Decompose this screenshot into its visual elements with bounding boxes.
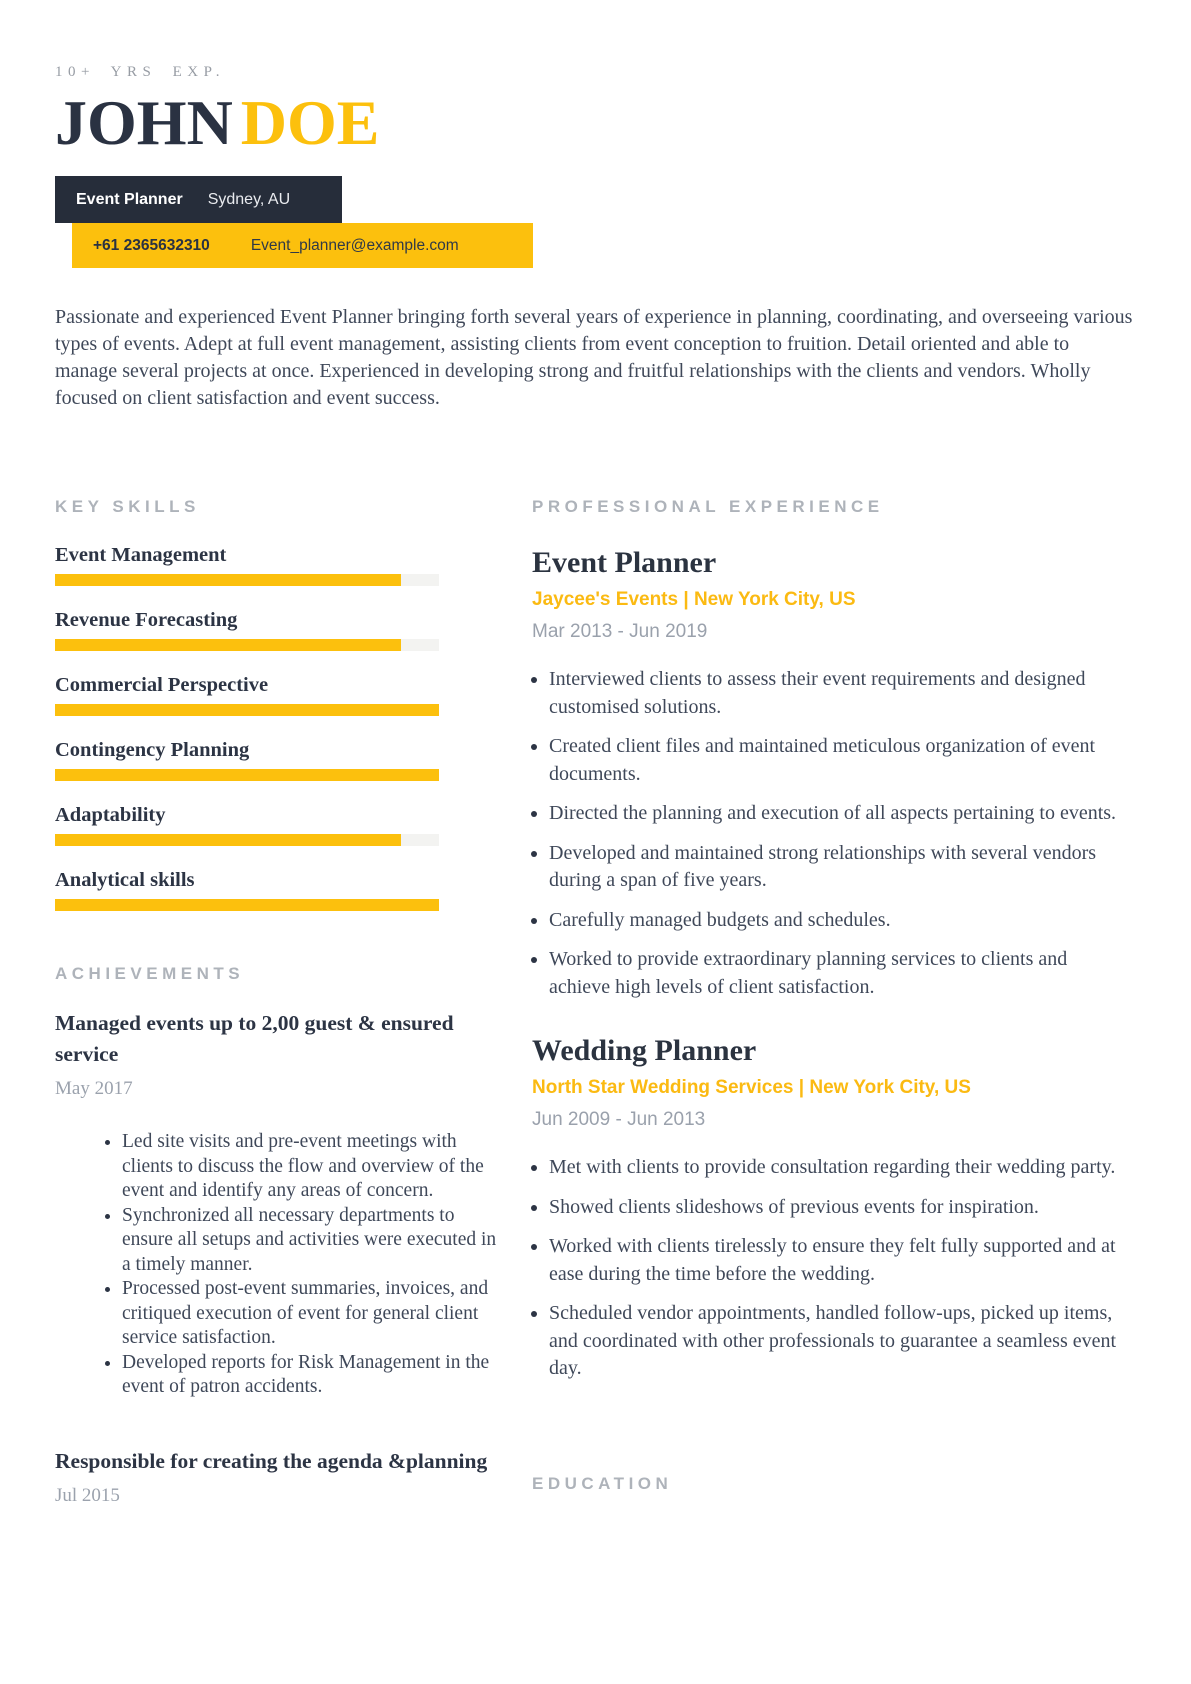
skill-bar-track xyxy=(55,769,439,781)
bullet-item: • Met with clients to provide consultation regarding their wedding party. xyxy=(549,1154,1132,1182)
skill-name: Contingency Planning xyxy=(55,739,250,762)
education-heading: EDUCATION xyxy=(532,1473,673,1493)
job-entry-title: Event Planner xyxy=(532,546,717,580)
key-skills-heading: KEY SKILLS xyxy=(55,497,200,517)
skill-name: Revenue Forecasting xyxy=(55,609,238,632)
first-name: JOHN xyxy=(55,87,233,158)
skill-bar-track xyxy=(55,899,439,911)
job-bullet-list xyxy=(532,1154,1132,1383)
left-column xyxy=(55,497,499,1507)
bullet-item: • Developed reports for Risk Management in the event of patron accidents. xyxy=(122,1351,499,1400)
achievement-date: May 2017 xyxy=(55,1078,133,1100)
bullet-item: • Showed clients slideshows of previous events for inspiration. xyxy=(549,1194,1132,1222)
achievement-bullet-list xyxy=(55,1130,499,1400)
two-column-body xyxy=(55,497,1134,1507)
skill-name: Commercial Perspective xyxy=(55,674,269,697)
skill-bar-fill xyxy=(55,899,439,911)
achievement-date: Jul 2015 xyxy=(55,1484,120,1506)
professional-experience-heading: PROFESSIONAL EXPERIENCE xyxy=(532,497,884,517)
contact-bar xyxy=(72,223,533,268)
experience-kicker: 10+ YRS EXP. xyxy=(55,64,226,80)
skill-name: Event Management xyxy=(55,544,227,567)
job-company-location: Jaycee's Events | New York City, US xyxy=(532,589,856,611)
achievements-heading: ACHIEVEMENTS xyxy=(55,964,245,984)
achievement-title: Responsible for creating the agenda &planning xyxy=(55,1448,488,1473)
job-dates: Mar 2013 - Jun 2019 xyxy=(532,621,708,643)
job-title: Event Planner xyxy=(76,190,183,208)
right-column xyxy=(532,497,1132,1494)
job-dates: Jun 2009 - Jun 2013 xyxy=(532,1109,706,1131)
job-company-location: North Star Wedding Services | New York City, US xyxy=(532,1077,971,1099)
bullet-item: • Interviewed clients to assess their event requirements and designed customised solutions. xyxy=(549,666,1132,721)
achievement-item xyxy=(55,1008,499,1400)
skill-item xyxy=(55,673,499,716)
job-entry-title: Wedding Planner xyxy=(532,1034,757,1068)
bullet-item: • Directed the planning and execution of all aspects pertaining to events. xyxy=(549,800,1132,828)
location: Sydney, AU xyxy=(207,190,291,208)
achievement-item xyxy=(55,1446,499,1507)
skill-bar-fill xyxy=(55,639,401,651)
bullet-item: • Led site visits and pre-event meetings with clients to discuss the flow and overview of the event and identify any areas of concern. xyxy=(122,1130,499,1204)
bullet-item: • Scheduled vendor appointments, handled follow-ups, picked up items, and coordinated with other professionals to guarantee a seamless event day. xyxy=(549,1300,1132,1383)
skill-bar-track xyxy=(55,574,439,586)
skill-name: Analytical skills xyxy=(55,869,195,892)
bullet-item: • Worked to provide extraordinary planning services to clients and achieve high levels of client satisfaction. xyxy=(549,946,1132,1001)
skill-item xyxy=(55,543,499,586)
skill-bar-fill xyxy=(55,704,439,716)
bullet-item: • Synchronized all necessary departments to ensure all setups and activities were executed in a timely manner. xyxy=(122,1204,499,1278)
skill-bar-track xyxy=(55,639,439,651)
bullet-item: • Processed post-event summaries, invoices, and critiqued execution of event for general client service satisfaction. xyxy=(122,1277,499,1351)
professional-summary: Passionate and experienced Event Planner bringing forth several years of experience in planning, coordinating, and overseeing various types of events. Adept at full event management, assisting clients from event conception to fruition. Detail oriented and able to manage several projects at once. Experienced in developing strong and fruitful relationships with the clients and vendors. Wholly focused on client satisfaction and event success. xyxy=(55,306,1133,410)
skill-item xyxy=(55,738,499,781)
skill-bar-fill xyxy=(55,769,439,781)
last-name: DOE xyxy=(240,87,380,158)
bullet-item: • Developed and maintained strong relationships with several vendors during a span of five years. xyxy=(549,840,1132,895)
phone-number: +61 2365632310 xyxy=(93,236,210,254)
job-title-bar xyxy=(55,176,342,223)
job-entry xyxy=(532,1031,1132,1383)
person-name xyxy=(55,89,1134,156)
skill-name: Adaptability xyxy=(55,804,166,827)
bullet-item: • Created client files and maintained meticulous organization of event documents. xyxy=(549,733,1132,788)
job-bullet-list xyxy=(532,666,1132,1001)
skill-bar-track xyxy=(55,834,439,846)
skill-bar-fill xyxy=(55,574,401,586)
skill-item xyxy=(55,803,499,846)
job-entry xyxy=(532,543,1132,1001)
skill-bar-track xyxy=(55,704,439,716)
bullet-item: • Worked with clients tirelessly to ensure they felt fully supported and at ease during the time before the wedding. xyxy=(549,1233,1132,1288)
email-address: Event_planner@example.com xyxy=(250,236,459,254)
bullet-item: • Carefully managed budgets and schedules. xyxy=(549,907,1132,935)
skill-bar-fill xyxy=(55,834,401,846)
skill-item xyxy=(55,608,499,651)
achievement-title: Managed events up to 2,00 guest & ensured service xyxy=(55,1011,454,1067)
skill-item xyxy=(55,868,499,911)
skills-list xyxy=(55,543,499,911)
